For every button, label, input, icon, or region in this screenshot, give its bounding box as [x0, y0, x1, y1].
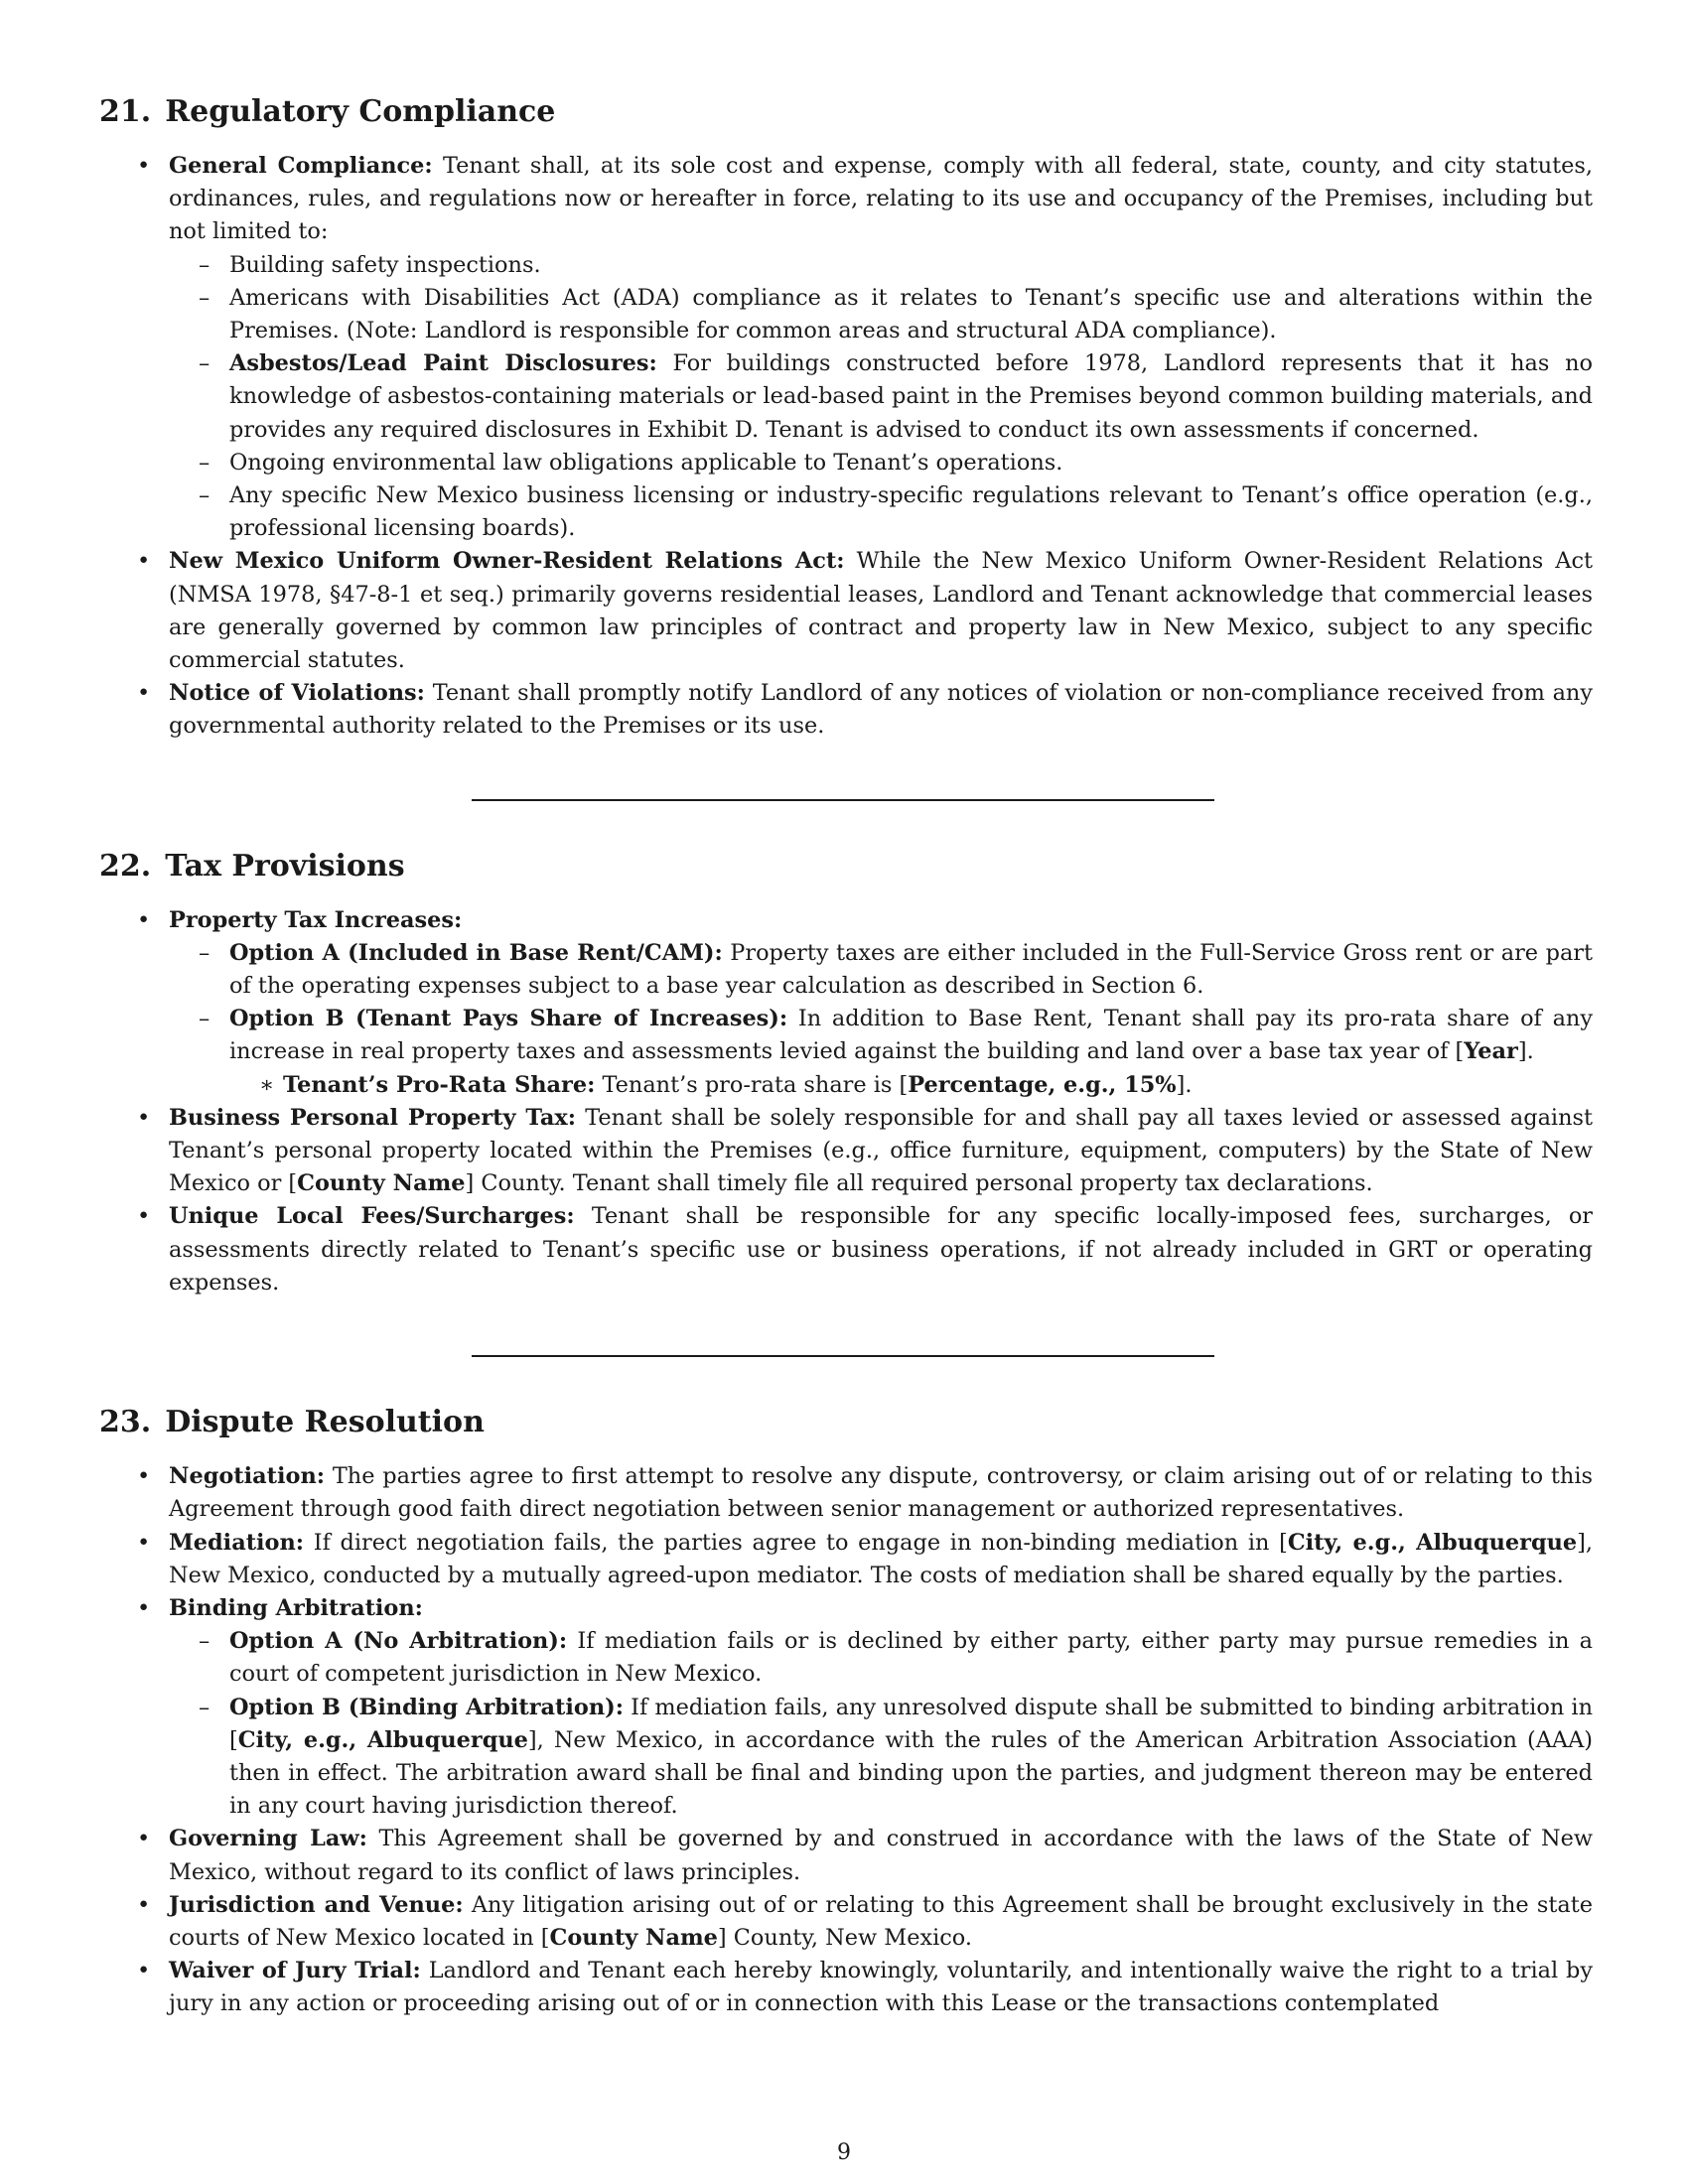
sub-item-arb-option-a: – Option A (No Arbitration): If mediation fails or is declined by either party, either party may pursue remedies in a court of competent jurisdiction in New Mexico. [169, 1625, 1593, 1691]
sub-item-asbestos: – Asbestos/Lead Paint Disclosures: For buildings constructed before 1978, Landlord represents that it has no knowledge of asbestos-containing materials or lead-based paint in the Premises beyond common building materials, and provides any required disclosures in Exhibit D. Tenant is advised to conduct its own assessments if concerned. [169, 347, 1593, 447]
sub-sub-list [229, 1069, 1593, 1102]
document-page [99, 94, 1593, 2021]
page-number: 9 [837, 2140, 851, 2165]
sub-item: – Ongoing environmental law obligations applicable to Tenant’s operations. [169, 447, 1593, 479]
list-item-local-fees: • Unique Local Fees/Surcharges: Tenant shall be responsible for any specific locally-imposed fees, surcharges, or assessments directly related to Tenant’s specific use or business operations, if not already included in GRT or operating expenses. [99, 1200, 1593, 1299]
sub-list [169, 249, 1593, 546]
list-item-nm-act: • New Mexico Uniform Owner-Resident Relations Act: While the New Mexico Uniform Owner-Resident Relations Act (NMSA 1978, §47-8-1 et seq.) primarily governs residential leases, Landlord and Tenant acknowledge that commercial leases are generally governed by common law principles of contract and property law in New Mexico, subject to any specific commercial statutes. [99, 545, 1593, 677]
section-divider [472, 1355, 1214, 1357]
sub-sub-item-prorata: ∗ Tenant’s Pro-Rata Share: Tenant’s pro-rata share is [Percentage, e.g., 15%]. [229, 1069, 1593, 1102]
sub-item-arb-option-b: – Option B (Binding Arbitration): If mediation fails, any unresolved dispute shall be submitted to binding arbitration in [City, e.g., Albuquerque], New Mexico, in accordance with the rules of the American Arbitration Association (AAA) then in effect. The arbitration award shall be final and binding upon the parties, and judgment thereon may be entered in any court having jurisdiction thereof. [169, 1692, 1593, 1824]
bullet-list [99, 1460, 1593, 2020]
list-item-arbitration: • Binding Arbitration: – Option A (No Arbitration): If mediation fails or is declined by either party, either party may pursue remedies in a court of competent jurisdiction in New Mexico. – Option B (Binding Arbitration): If mediation fails, any unresolved dispute shall be submitted to binding arbitration in [City, e.g., Albuquerque], New Mexico, in accordance with the rules of the American Arbitration Association (AAA) then in effect. The arbitration award shall be final and binding upon the parties, and judgment thereon may be entered in any court having jurisdiction thereof. [99, 1592, 1593, 1823]
list-item-governing-law: • Governing Law: This Agreement shall be governed by and construed in accordance with the laws of the State of New Mexico, without regard to its conflict of laws principles. [99, 1823, 1593, 1888]
list-item-venue: • Jurisdiction and Venue: Any litigation arising out of or relating to this Agreement shall be brought exclusively in the state courts of New Mexico located in [County Name] County, New Mexico. [99, 1889, 1593, 1955]
sub-list [169, 1625, 1593, 1823]
section-heading: 21. Regulatory Compliance [99, 94, 556, 129]
list-item-jury-waiver: • Waiver of Jury Trial: Landlord and Tenant each hereby knowingly, voluntarily, and intentionally waive the right to a trial by jury in any action or proceeding arising out of or in connection with this Lease or the transactions contemplated [99, 1955, 1593, 2020]
sub-item-option-a: – Option A (Included in Base Rent/CAM): Property taxes are either included in the Full-Service Gross rent or are part of the operating expenses subject to a base year calculation as described in Section 6. [169, 937, 1593, 1003]
bullet-list [99, 150, 1593, 744]
sub-item-option-b: – Option B (Tenant Pays Share of Increases): In addition to Base Rent, Tenant shall pay its pro-rata share of any increase in real property taxes and assessments levied against the building and land over a base tax year of [Year]. ∗ Tenant’s Pro-Rata Share: Tenant’s pro-rata share is [Percentage, e.g., 15%]. [169, 1003, 1593, 1102]
list-item-negotiation: • Negotiation: The parties agree to first attempt to resolve any dispute, controversy, or claim arising out of or relating to this Agreement through good faith direct negotiation between senior management or authorized representatives. [99, 1460, 1593, 1526]
list-item-property-tax: • Property Tax Increases: – Option A (Included in Base Rent/CAM): Property taxes are either included in the Full-Service Gross rent or are part of the operating expenses subject to a base year calculation as described in Section 6. – Option B (Tenant Pays Share of Increases): In addition to Base Rent, Tenant shall pay its pro-rata share of any increase in real property taxes and assessments levied against the building and land over a base tax year of [Year]. ∗ Tenant’s Pro-Rata Share: Tenant’s pro-rata share is [Percentage, e.g., 15%]. [99, 904, 1593, 1102]
section-divider [472, 799, 1214, 801]
list-item-general-compliance: • General Compliance: Tenant shall, at its sole cost and expense, comply with all federal, state, county, and city statutes, ordinances, rules, and regulations now or hereafter in force, relating to its use and occupancy of the Premises, including but not limited to: – Building safety inspections. – Americans with Disabilities Act (ADA) compliance as it relates to Tenant’s specific use and alterations within the Premises. (Note: Landlord is responsible for common areas and structural ADA compliance). – Asbestos/Lead Paint Disclosures: For buildings constructed before 1978, Landlord represents that it has no knowledge of asbestos-containing materials or lead-based paint in the Premises beyond common building materials, and provides any required disclosures in Exhibit D. Tenant is advised to conduct its own assessments if concerned. – Ongoing environmental law obligations applicable to Tenant’s operations. – Any specific New Mexico business licensing or industry-specific regulations relevant to Tenant’s office operation (e.g., professional licensing boards). [99, 150, 1593, 545]
list-item-mediation: • Mediation: If direct negotiation fails, the parties agree to engage in non-binding mediation in [City, e.g., Albuquerque], New Mexico, conducted by a mutually agreed-upon mediator. The costs of mediation shall be shared equally by the parties. [99, 1527, 1593, 1592]
bullet-list [99, 904, 1593, 1299]
sub-item: – Building safety inspections. [169, 249, 1593, 282]
sub-item: – Any specific New Mexico business licensing or industry-specific regulations relevant to Tenant’s office operation (e.g., professional licensing boards). [169, 479, 1593, 545]
section-23 [99, 1405, 1593, 2020]
section-21 [99, 94, 1593, 744]
section-22 [99, 849, 1593, 1299]
section-heading: 22. Tax Provisions [99, 848, 405, 884]
sub-list [169, 937, 1593, 1102]
list-item-violations: • Notice of Violations: Tenant shall promptly notify Landlord of any notices of violation or non-compliance received from any governmental authority related to the Premises or its use. [99, 677, 1593, 743]
sub-item: – Americans with Disabilities Act (ADA) compliance as it relates to Tenant’s specific use and alterations within the Premises. (Note: Landlord is responsible for common areas and structural ADA compliance). [169, 282, 1593, 347]
section-heading: 23. Dispute Resolution [99, 1405, 485, 1440]
list-item-business-property-tax: • Business Personal Property Tax: Tenant shall be solely responsible for and shall pay all taxes levied or assessed against Tenant’s personal property located within the Premises (e.g., office furniture, equipment, computers) by the State of New Mexico or [County Name] County. Tenant shall timely file all required personal property tax declarations. [99, 1102, 1593, 1201]
